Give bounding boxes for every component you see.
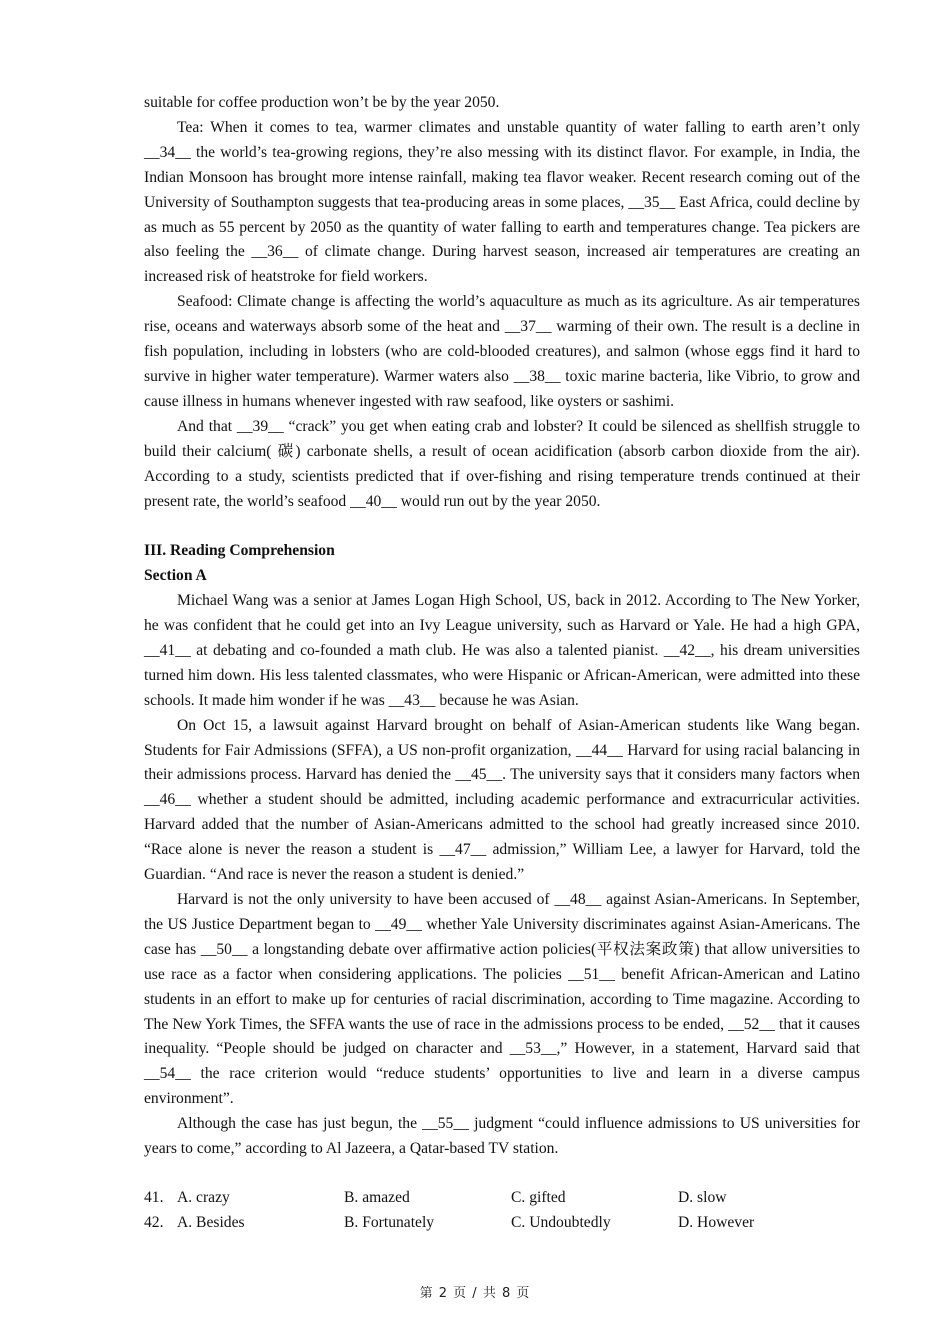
answer-options — [144, 1186, 860, 1236]
question-number: 41. — [144, 1188, 164, 1206]
passage-paragraph-4: Although the case has just begun, the __55__ judgment “could influence admissions to US universities for years to come,” according to Al Jazeera, a Qatar-based TV station. — [144, 1115, 860, 1158]
passage-paragraph-2: On Oct 15, a lawsuit against Harvard brought on behalf of Asian-American students like Wang began. Students for Fair Admissions (SFFA), a US non-profit organization, __44__ Harvard for using racial balancing in their admissions process. Harvard has denied the __45__. The university says that it considers many factors when __46__ whether a student should be admitted, including academic performance and extracurricular activities. Harvard added that the number of Asian-Americans admitted to the school had greatly increased since 2010. “Race alone is never the reason a student is __47__ admission,” William Lee, a lawyer for Harvard, told the Guardian. “And race is never the reason a student is denied.” — [144, 716, 860, 884]
cloze-paragraph-coffee-end: suitable for coffee production won’t be by the year 2050. — [144, 94, 500, 111]
document-page — [144, 91, 860, 1236]
cloze-paragraph-tea: Tea: When it comes to tea, warmer climates and unstable quantity of water falling to earth aren’t only __34__ the world’s tea-growing regions, they’re also messing with its distinct flavor. For example, in India, the Indian Monsoon has brought more intense rainfall, making tea flavor weaker. Recent research coming out of the University of Southampton suggests that tea-producing areas in some places, __35__ East Africa, could decline by as much as 55 percent by 2050 as the quantity of water falling to earth and temperatures change. Tea pickers are also feeling the __36__ of climate change. During harvest season, increased air temperatures are creating an increased risk of heatstroke for field workers. — [144, 118, 860, 286]
option-d: D. However — [678, 1213, 755, 1231]
cloze-paragraph-seafood: Seafood: Climate change is affecting the world’s aquaculture as much as its agriculture. As air temperatures rise, oceans and waterways absorb some of the heat and __37__ warming of their own. The result is a decline in fish population, including in lobsters (who are cold-blooded creatures), and salmon (whose eggs find it hard to survive in higher water temperature). Warmer waters also __38__ toxic marine bacteria, like Vibrio, to grow and cause illness in humans whenever ingested with raw seafood, like oysters or sashimi. — [144, 293, 860, 410]
question-row — [144, 1211, 860, 1236]
section-heading: III. Reading Comprehension — [144, 542, 335, 560]
cloze-paragraph-shellfish: And that __39__ “crack” you get when eating crab and lobster? It could be silenced as shellfish struggle to build their calcium( 碳) carbonate shells, a result of ocean acidification (absorb carbon dioxide from the air). According to a study, scientists predicted that if over-fishing and rising temperature trends continued at their present rate, the world’s seafood __40__ would run out by the year 2050. — [144, 417, 860, 510]
option-c: C. gifted — [511, 1188, 566, 1206]
question-row — [144, 1186, 860, 1211]
page-footer: 第 2 页 / 共 8 页 — [419, 1286, 531, 1301]
option-b: B. amazed — [344, 1188, 410, 1206]
question-number: 42. — [144, 1213, 164, 1231]
passage-paragraph-3: Harvard is not the only university to have been accused of __48__ against Asian-Americans. In September, the US Justice Department began to __49__ whether Yale University discriminates against Asian-Americans. The case has __50__ a longstanding debate over affirmative action policies(平权法案政策) that allow universities to use race as a factor when considering applications. The policies __51__ benefit African-American and Latino students in an effort to make up for centuries of racial discrimination, according to Time magazine. According to The New York Times, the SFFA wants the use of race in the admissions process to be ended, __52__ that it causes inequality. “People should be judged on character and __53__,” However, in a statement, Harvard said that __54__ the race criterion would “reduce students’ opportunities to live and learn in a diverse campus environment”. — [144, 890, 860, 1108]
section-subheading: Section A — [144, 567, 207, 585]
spacer — [144, 514, 860, 539]
option-c: C. Undoubtedly — [511, 1213, 611, 1231]
option-a: A. crazy — [177, 1188, 230, 1206]
passage-paragraph-1: Michael Wang was a senior at James Logan High School, US, back in 2012. According to The New Yorker, he was confident that he could get into an Ivy League university, such as Harvard or Yale. He had a high GPA, __41__ at debating and co-founded a math club. He was also a talented pianist. __42__, his dream universities turned him down. His less talented classmates, who were Hispanic or African-American, were admitted into these schools. It made him wonder if he was __43__ because he was Asian. — [144, 592, 860, 709]
option-a: A. Besides — [177, 1213, 245, 1231]
option-d: D. slow — [678, 1188, 727, 1206]
option-b: B. Fortunately — [344, 1213, 435, 1231]
